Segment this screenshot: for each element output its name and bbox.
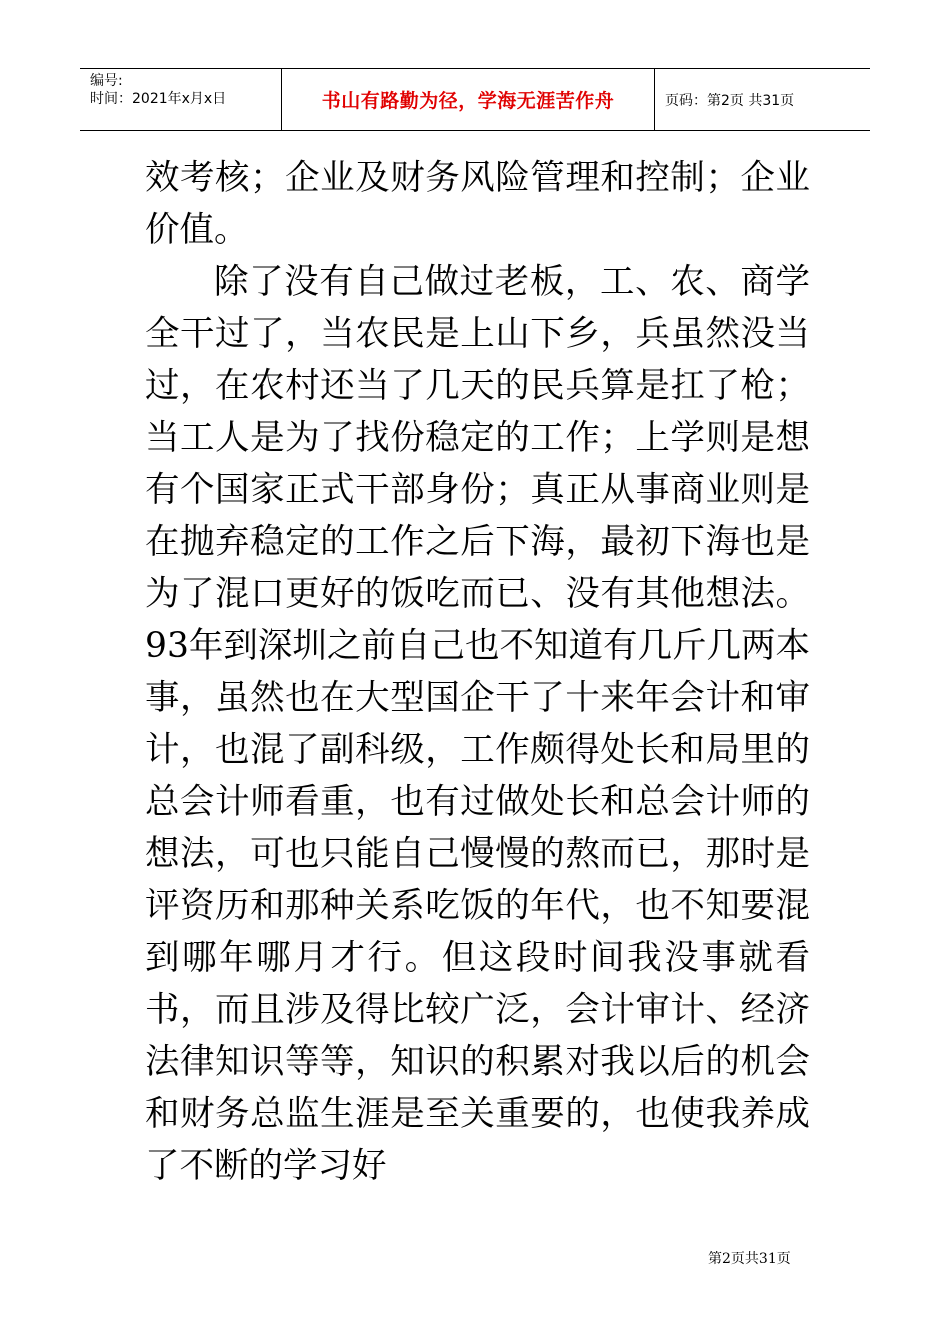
header-motto: 书山有路勤为径，学海无涯苦作舟 bbox=[282, 69, 655, 130]
header-meta bbox=[80, 69, 282, 130]
page-header bbox=[80, 68, 870, 131]
paragraph: 除了没有自己做过老板，工、农、商学全干过了，当农民是上山下乡，兵虽然没当过，在农村还当了几天的民兵算是扛了枪；当工人是为了找份稳定的工作；上学则是想有个国家正式干部身份；真正从事商业则是在抛弃稳定的工作之后下海，最初下海也是为了混口更好的饭吃而已、没有其他想法。93年到深圳之前自己也不知道有几斤几两本事，虽然也在大型国企干了十来年会计和审计，也混了副科级，工作颇得处长和局里的总会计师看重，也有过做处长和总会计师的想法，可也只能自己慢慢的熬而已，那时是评资历和那种关系吃饭的年代，也不知要混到哪年哪月才行。但这段时间我没事就看书，而且涉及得比较广泛，会计审计、经济法律知识等等，知识的积累对我以后的机会和财务总监生涯是至关重要的，也使我养成了不断的学习好 bbox=[145, 262, 810, 1186]
page-footer: 第2页共31页 bbox=[708, 1251, 791, 1267]
document-date: 时间：2021年x月x日 bbox=[90, 91, 227, 107]
paragraph: 效考核；企业及财务风险管理和控制；企业价值。 bbox=[145, 158, 810, 250]
header-page-info: 页码：第2页 共31页 bbox=[665, 92, 795, 109]
document-number-label: 编号: bbox=[90, 73, 123, 89]
document-body bbox=[145, 152, 810, 1192]
